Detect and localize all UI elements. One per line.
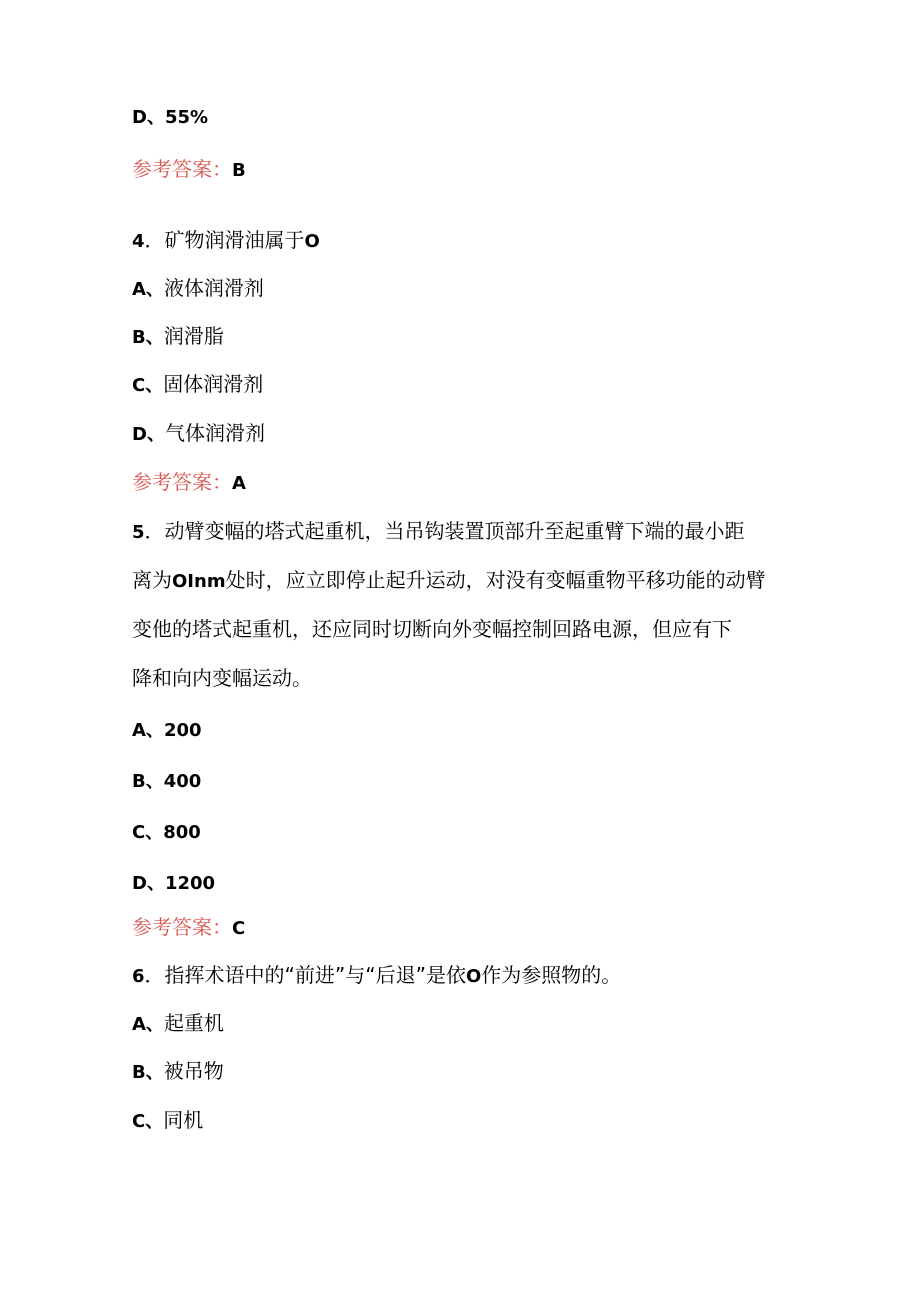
option-prefix: A、 [132,279,164,300]
question-blank: O [304,231,320,252]
question-blank: OInm [172,571,226,592]
option-prefix: D、 [132,873,165,894]
q4-option-a [132,274,264,304]
question-blank: O [465,966,482,987]
answer-label: 参考答案： [132,915,232,939]
option-d-prev [132,102,208,132]
option-text: 同机 [163,1108,204,1132]
option-text: 润滑脂 [163,324,224,348]
q6-option-a [132,1009,224,1039]
question-text-line1: ．动臂变幅的塔式起重机，当吊钩装置顶部升至起重臂下端的最小距 [144,519,745,543]
option-prefix: B、 [132,1062,164,1083]
question-line [132,507,792,556]
q5-option-d [132,868,215,898]
question-number: 6 [132,966,145,987]
question-4 [132,226,320,256]
option-prefix: D、 [132,424,165,445]
question-5 [132,507,792,703]
option-prefix: A、 [132,720,164,741]
question-text-line3: 变他的塔式起重机，还应同时切断向外变幅控制回路电源，但应有下 [132,617,732,641]
question-number: 5 [132,522,145,543]
answer-label: 参考答案： [132,157,232,181]
question-number: 4 [132,231,145,252]
q5-option-a [132,715,202,745]
option-prefix: C、 [132,375,164,396]
question-text: ．矿物润滑油属于 [144,228,305,252]
question-text-line2-pre: 离为 [132,568,172,592]
option-text: 固体润滑剂 [163,372,264,396]
question-6 [132,961,621,991]
q4-option-d [132,419,265,449]
question-line [132,654,792,703]
answer-label: 参考答案： [132,470,232,494]
question-line [132,605,792,654]
option-prefix: B、 [132,771,164,792]
option-text: 气体润滑剂 [164,421,265,445]
question-text-post: 作为参照物的。 [481,963,622,987]
option-prefix: B、 [132,327,164,348]
option-text: 55% [164,107,209,128]
q4-answer [132,468,246,498]
question-text-pre: ．指挥术语中的“前进”与“后退”是依 [144,963,466,987]
option-text: 200 [163,720,202,741]
answer-value: A [232,473,246,494]
q6-option-b [132,1057,224,1087]
answer-value: B [232,160,246,181]
q5-option-b [132,766,201,796]
question-text-line4: 降和向内变幅运动。 [132,666,312,690]
option-text: 起重机 [163,1011,224,1035]
q5-answer [132,913,245,943]
question-line [132,556,792,605]
q4-option-c [132,370,263,400]
question-text-line2-post: 处时，应立即停止起升运动，对没有变幅重物平移功能的动臂 [225,568,766,592]
answer-prev [132,155,246,185]
option-text: 400 [163,771,202,792]
answer-value: C [232,918,246,939]
option-text: 液体润滑剂 [163,276,264,300]
option-text: 被吊物 [163,1059,224,1083]
option-prefix: C、 [132,1111,164,1132]
option-text: 800 [163,822,201,843]
q5-option-c [132,817,201,847]
q6-option-c [132,1106,203,1136]
q4-option-b [132,322,224,352]
option-prefix: C、 [132,822,164,843]
option-prefix: A、 [132,1014,164,1035]
option-prefix: D、 [132,107,165,128]
option-text: 1200 [164,873,216,894]
